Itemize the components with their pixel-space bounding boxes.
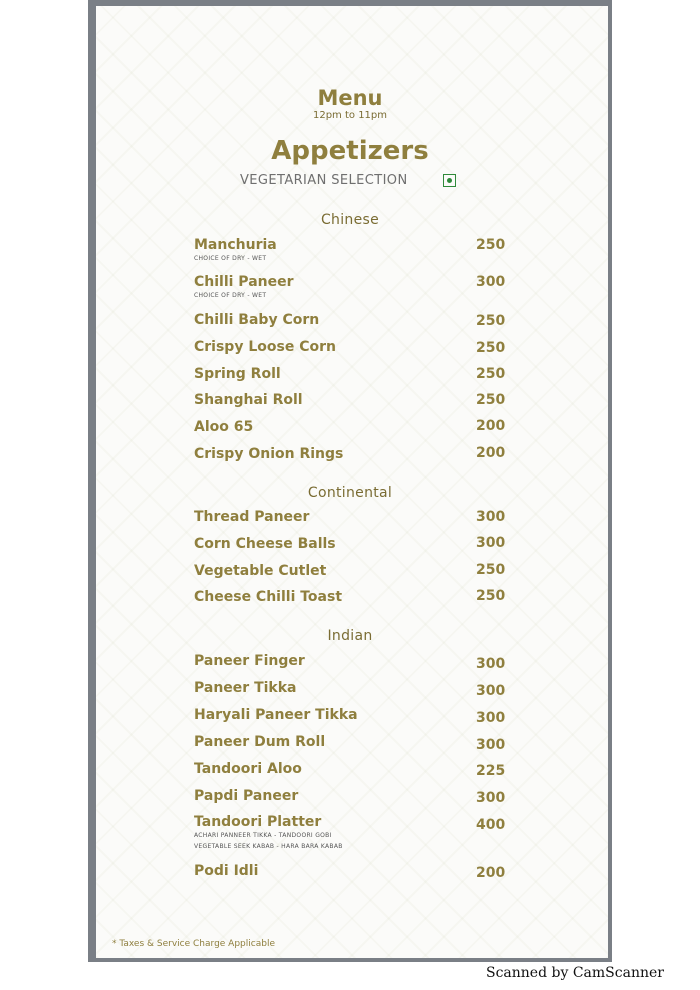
menu-item: Crispy Loose Corn	[194, 339, 336, 355]
menu-item: Shanghai Roll	[194, 392, 303, 408]
menu-item: Papdi Paneer	[194, 788, 299, 804]
menu-item: Chilli Baby Corn	[194, 312, 320, 328]
section-heading-indian: Indian	[327, 628, 373, 644]
menu-item-note: CHOICE OF DRY - WET	[194, 292, 267, 299]
menu-item: Tandoori Platter	[194, 814, 322, 830]
menu-item: Vegetable Cutlet	[194, 563, 327, 579]
menu-title: Menu	[317, 86, 383, 110]
menu-item: Corn Cheese Balls	[194, 536, 336, 552]
menu-item: Haryali Paneer Tikka	[194, 707, 358, 723]
menu-item: Paneer Finger	[194, 653, 305, 669]
menu-item: Chilli Paneer	[194, 274, 294, 290]
selection-label: VEGETARIAN SELECTION	[240, 173, 408, 188]
menu-item-price: 400	[476, 817, 506, 833]
menu-item-price: 200	[476, 418, 506, 434]
menu-item-price: 250	[476, 366, 506, 382]
menu-item-price: 250	[476, 562, 506, 578]
menu-item: Paneer Tikka	[194, 680, 297, 696]
menu-item-price: 300	[476, 737, 506, 753]
menu-hours: 12pm to 11pm	[312, 110, 388, 121]
menu-item-price: 300	[476, 790, 506, 806]
menu-item-note: ACHARI PANNEER TIKKA - TANDOORI GOBI	[194, 832, 332, 839]
menu-item: Cheese Chilli Toast	[194, 589, 343, 605]
menu-item: Thread Paneer	[194, 509, 310, 525]
section-heading-chinese: Chinese	[320, 212, 380, 228]
menu-item-price: 200	[476, 865, 506, 881]
menu-item: Spring Roll	[194, 366, 281, 382]
menu-item-price: 300	[476, 535, 506, 551]
menu-item: Podi Idli	[194, 863, 259, 879]
menu-item-price: 300	[476, 509, 506, 525]
page-title: Appetizers	[271, 136, 429, 166]
footer-note: * Taxes & Service Charge Applicable	[112, 939, 275, 949]
menu-item: Tandoori Aloo	[194, 761, 302, 777]
menu-item-price: 250	[476, 340, 506, 356]
section-heading-continental: Continental	[307, 485, 393, 501]
menu-item-price: 300	[476, 710, 506, 726]
menu-item: Paneer Dum Roll	[194, 734, 326, 750]
menu-item-price: 225	[476, 763, 506, 779]
veg-mark-icon	[443, 174, 456, 187]
menu-item: Crispy Onion Rings	[194, 446, 344, 462]
menu-item: Aloo 65	[194, 419, 254, 435]
menu-item-price: 200	[476, 445, 506, 461]
menu-item-price: 250	[476, 313, 506, 329]
menu-item-note: VEGETABLE SEEK KABAB - HARA BARA KABAB	[194, 843, 343, 850]
scanner-stamp: Scanned by CamScanner	[486, 965, 664, 981]
menu-item-price: 300	[476, 683, 506, 699]
menu-item-price: 300	[476, 656, 506, 672]
menu-item-note: CHOICE OF DRY - WET	[194, 255, 267, 262]
menu-item-price: 250	[476, 392, 506, 408]
menu-item-price: 250	[476, 588, 506, 604]
menu-item-price: 300	[476, 274, 506, 290]
menu-item-price: 250	[476, 237, 506, 253]
menu-item: Manchuria	[194, 237, 277, 253]
